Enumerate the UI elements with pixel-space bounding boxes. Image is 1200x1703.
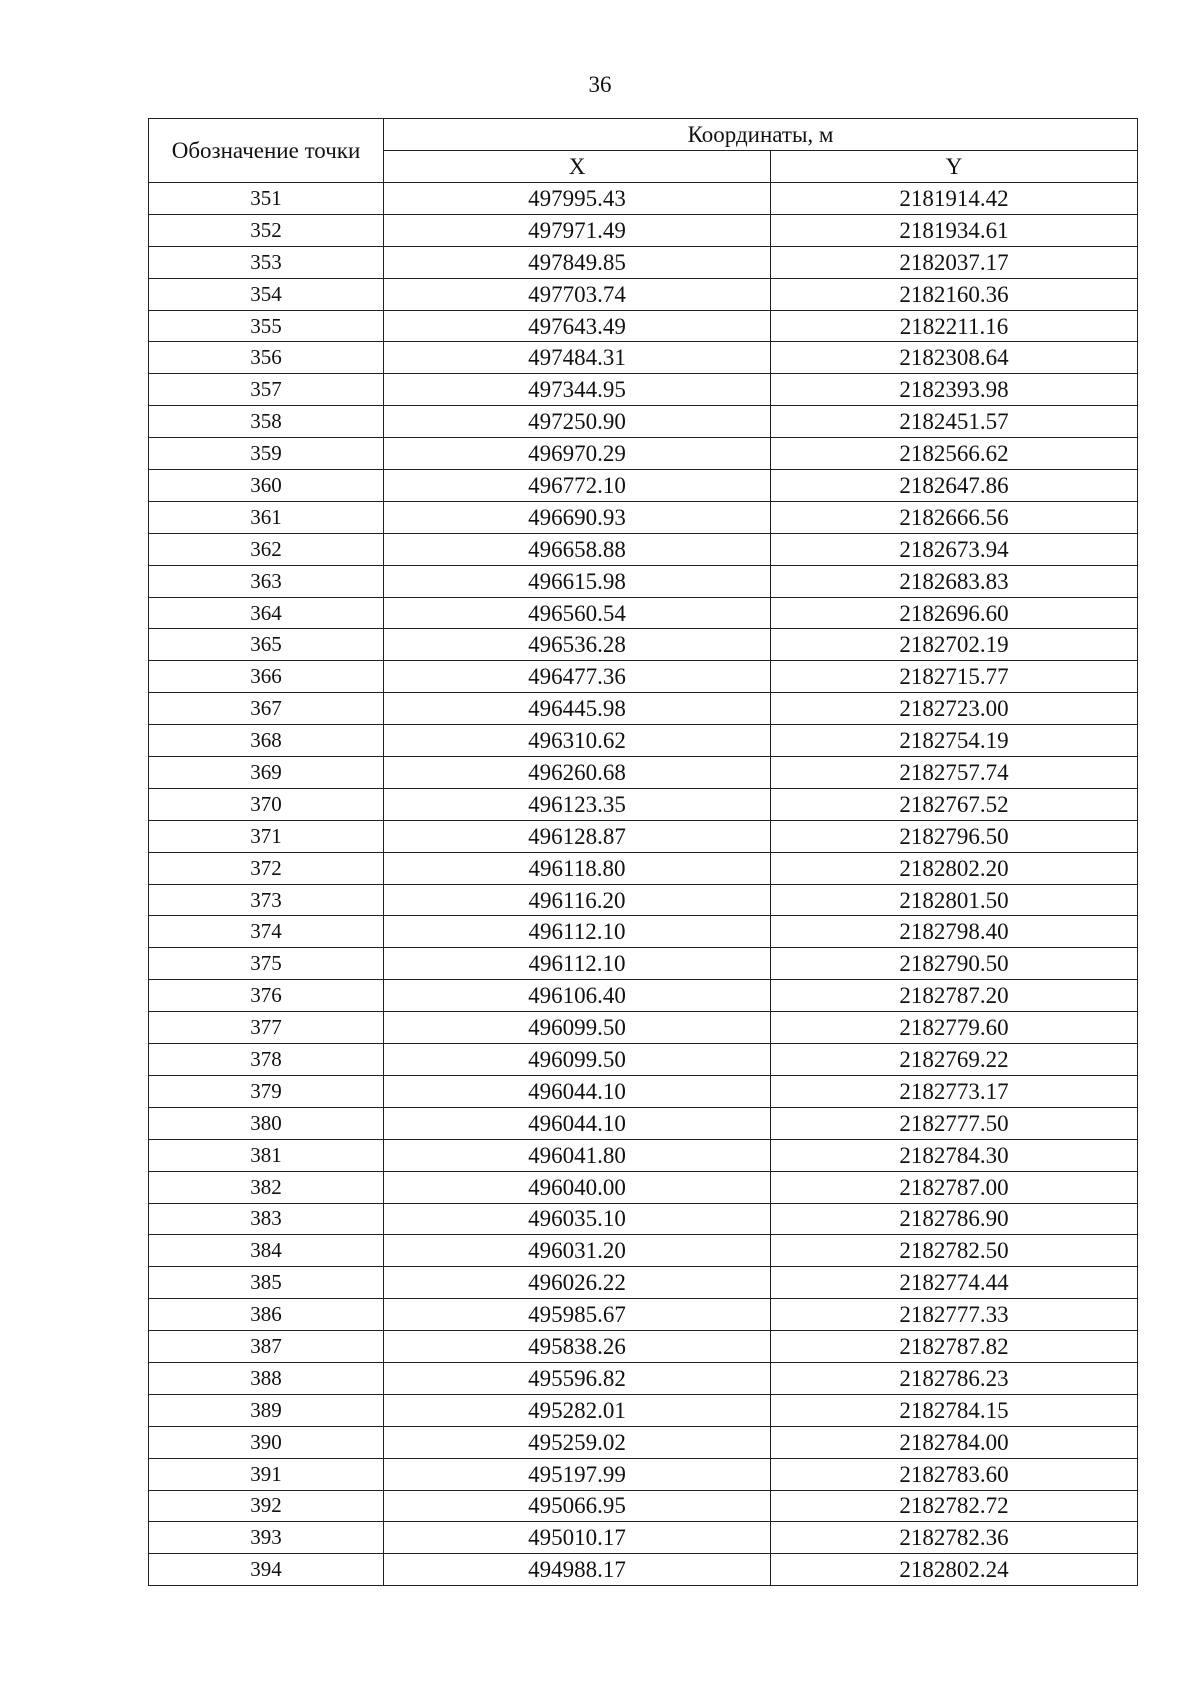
y-coordinate-cell: 2182801.50 [771, 884, 1138, 916]
table-row [149, 246, 1138, 278]
x-coordinate-cell: 496118.80 [384, 852, 771, 884]
x-coordinate-cell: 496031.20 [384, 1235, 771, 1267]
y-coordinate-cell: 2182790.50 [771, 948, 1138, 980]
point-id-cell: 369 [149, 757, 384, 789]
header-y: Y [771, 151, 1138, 183]
table-row [149, 948, 1138, 980]
table-row [149, 980, 1138, 1012]
y-coordinate-cell: 2182393.98 [771, 374, 1138, 406]
y-coordinate-cell: 2182784.15 [771, 1394, 1138, 1426]
table-row [149, 1171, 1138, 1203]
y-coordinate-cell: 2182782.36 [771, 1522, 1138, 1554]
x-coordinate-cell: 496970.29 [384, 438, 771, 470]
y-coordinate-cell: 2182666.56 [771, 501, 1138, 533]
y-coordinate-cell: 2182786.23 [771, 1362, 1138, 1394]
x-coordinate-cell: 497344.95 [384, 374, 771, 406]
point-id-cell: 371 [149, 820, 384, 852]
y-coordinate-cell: 2182802.24 [771, 1554, 1138, 1586]
x-coordinate-cell: 496658.88 [384, 533, 771, 565]
x-coordinate-cell: 496116.20 [384, 884, 771, 916]
x-coordinate-cell: 495259.02 [384, 1426, 771, 1458]
page-number: 36 [588, 72, 612, 97]
x-coordinate-cell: 496445.98 [384, 693, 771, 725]
x-coordinate-cell: 497643.49 [384, 310, 771, 342]
table-row [149, 820, 1138, 852]
header-x: X [384, 151, 771, 183]
table-row [149, 916, 1138, 948]
x-coordinate-cell: 496128.87 [384, 820, 771, 852]
point-id-cell: 387 [149, 1331, 384, 1363]
y-coordinate-cell: 2182779.60 [771, 1012, 1138, 1044]
x-coordinate-cell: 496035.10 [384, 1203, 771, 1235]
table-row [149, 1522, 1138, 1554]
x-coordinate-cell: 495066.95 [384, 1490, 771, 1522]
point-id-cell: 352 [149, 214, 384, 246]
y-coordinate-cell: 2182802.20 [771, 852, 1138, 884]
point-id-cell: 362 [149, 533, 384, 565]
point-id-cell: 388 [149, 1362, 384, 1394]
table-row [149, 1267, 1138, 1299]
point-id-cell: 373 [149, 884, 384, 916]
y-coordinate-cell: 2182782.72 [771, 1490, 1138, 1522]
table-row [149, 629, 1138, 661]
x-coordinate-cell: 497484.31 [384, 342, 771, 374]
table-row [149, 1426, 1138, 1458]
point-id-cell: 361 [149, 501, 384, 533]
y-coordinate-cell: 2182647.86 [771, 470, 1138, 502]
y-coordinate-cell: 2182715.77 [771, 661, 1138, 693]
point-id-cell: 393 [149, 1522, 384, 1554]
point-id-cell: 360 [149, 470, 384, 502]
header-coordinates: Координаты, м [384, 119, 1138, 151]
x-coordinate-cell: 496040.00 [384, 1171, 771, 1203]
y-coordinate-cell: 2182702.19 [771, 629, 1138, 661]
table-row [149, 342, 1138, 374]
coordinates-table [148, 118, 1138, 1586]
table-row [149, 1044, 1138, 1076]
table-row [149, 788, 1138, 820]
point-id-cell: 372 [149, 852, 384, 884]
point-id-cell: 389 [149, 1394, 384, 1426]
x-coordinate-cell: 494988.17 [384, 1554, 771, 1586]
table-row [149, 565, 1138, 597]
x-coordinate-cell: 496536.28 [384, 629, 771, 661]
point-id-cell: 375 [149, 948, 384, 980]
point-id-cell: 383 [149, 1203, 384, 1235]
x-coordinate-cell: 496044.10 [384, 1107, 771, 1139]
point-id-cell: 377 [149, 1012, 384, 1044]
y-coordinate-cell: 2182784.00 [771, 1426, 1138, 1458]
table-row [149, 214, 1138, 246]
x-coordinate-cell: 496041.80 [384, 1139, 771, 1171]
point-id-cell: 365 [149, 629, 384, 661]
point-id-cell: 368 [149, 725, 384, 757]
table-row [149, 1490, 1138, 1522]
x-coordinate-cell: 496106.40 [384, 980, 771, 1012]
point-id-cell: 390 [149, 1426, 384, 1458]
point-id-cell: 384 [149, 1235, 384, 1267]
point-id-cell: 359 [149, 438, 384, 470]
y-coordinate-cell: 2182037.17 [771, 246, 1138, 278]
y-coordinate-cell: 2182777.33 [771, 1299, 1138, 1331]
x-coordinate-cell: 496026.22 [384, 1267, 771, 1299]
point-id-cell: 391 [149, 1458, 384, 1490]
table-row [149, 374, 1138, 406]
y-coordinate-cell: 2182796.50 [771, 820, 1138, 852]
point-id-cell: 364 [149, 597, 384, 629]
point-id-cell: 370 [149, 788, 384, 820]
y-coordinate-cell: 2182786.90 [771, 1203, 1138, 1235]
point-id-cell: 382 [149, 1171, 384, 1203]
table-row [149, 1362, 1138, 1394]
table-row [149, 1012, 1138, 1044]
y-coordinate-cell: 2182754.19 [771, 725, 1138, 757]
point-id-cell: 367 [149, 693, 384, 725]
x-coordinate-cell: 496560.54 [384, 597, 771, 629]
y-coordinate-cell: 2182783.60 [771, 1458, 1138, 1490]
table-row [149, 1075, 1138, 1107]
table-row [149, 278, 1138, 310]
point-id-cell: 379 [149, 1075, 384, 1107]
y-coordinate-cell: 2182673.94 [771, 533, 1138, 565]
x-coordinate-cell: 496260.68 [384, 757, 771, 789]
point-id-cell: 392 [149, 1490, 384, 1522]
table-row [149, 1107, 1138, 1139]
y-coordinate-cell: 2182211.16 [771, 310, 1138, 342]
y-coordinate-cell: 2182769.22 [771, 1044, 1138, 1076]
y-coordinate-cell: 2182160.36 [771, 278, 1138, 310]
x-coordinate-cell: 495010.17 [384, 1522, 771, 1554]
y-coordinate-cell: 2182767.52 [771, 788, 1138, 820]
x-coordinate-cell: 497971.49 [384, 214, 771, 246]
x-coordinate-cell: 496044.10 [384, 1075, 771, 1107]
x-coordinate-cell: 495985.67 [384, 1299, 771, 1331]
x-coordinate-cell: 495596.82 [384, 1362, 771, 1394]
x-coordinate-cell: 497703.74 [384, 278, 771, 310]
x-coordinate-cell: 496123.35 [384, 788, 771, 820]
y-coordinate-cell: 2182787.00 [771, 1171, 1138, 1203]
point-id-cell: 378 [149, 1044, 384, 1076]
y-coordinate-cell: 2182451.57 [771, 406, 1138, 438]
y-coordinate-cell: 2182757.74 [771, 757, 1138, 789]
table-row [149, 1203, 1138, 1235]
table-row [149, 310, 1138, 342]
y-coordinate-cell: 2181934.61 [771, 214, 1138, 246]
y-coordinate-cell: 2182773.17 [771, 1075, 1138, 1107]
table-row [149, 438, 1138, 470]
table-row [149, 597, 1138, 629]
x-coordinate-cell: 496099.50 [384, 1012, 771, 1044]
x-coordinate-cell: 496690.93 [384, 501, 771, 533]
point-id-cell: 363 [149, 565, 384, 597]
x-coordinate-cell: 496112.10 [384, 948, 771, 980]
table-row [149, 693, 1138, 725]
y-coordinate-cell: 2182308.64 [771, 342, 1138, 374]
table-row [149, 1458, 1138, 1490]
x-coordinate-cell: 497849.85 [384, 246, 771, 278]
x-coordinate-cell: 497995.43 [384, 183, 771, 215]
x-coordinate-cell: 496099.50 [384, 1044, 771, 1076]
y-coordinate-cell: 2181914.42 [771, 183, 1138, 215]
y-coordinate-cell: 2182784.30 [771, 1139, 1138, 1171]
y-coordinate-cell: 2182774.44 [771, 1267, 1138, 1299]
table-row [149, 757, 1138, 789]
y-coordinate-cell: 2182782.50 [771, 1235, 1138, 1267]
x-coordinate-cell: 495197.99 [384, 1458, 771, 1490]
table-row [149, 533, 1138, 565]
table-row [149, 852, 1138, 884]
x-coordinate-cell: 496112.10 [384, 916, 771, 948]
point-id-cell: 374 [149, 916, 384, 948]
point-id-cell: 376 [149, 980, 384, 1012]
point-id-cell: 354 [149, 278, 384, 310]
point-id-cell: 386 [149, 1299, 384, 1331]
x-coordinate-cell: 496477.36 [384, 661, 771, 693]
point-id-cell: 358 [149, 406, 384, 438]
table-row [149, 1394, 1138, 1426]
x-coordinate-cell: 495282.01 [384, 1394, 771, 1426]
point-id-cell: 380 [149, 1107, 384, 1139]
x-coordinate-cell: 495838.26 [384, 1331, 771, 1363]
table-row [149, 1299, 1138, 1331]
table-row [149, 1331, 1138, 1363]
x-coordinate-cell: 497250.90 [384, 406, 771, 438]
table-row [149, 1235, 1138, 1267]
table-row [149, 183, 1138, 215]
header-point-designation: Обозначение точки [149, 119, 384, 183]
y-coordinate-cell: 2182777.50 [771, 1107, 1138, 1139]
table-row [149, 470, 1138, 502]
y-coordinate-cell: 2182787.82 [771, 1331, 1138, 1363]
y-coordinate-cell: 2182696.60 [771, 597, 1138, 629]
point-id-cell: 357 [149, 374, 384, 406]
y-coordinate-cell: 2182683.83 [771, 565, 1138, 597]
table-row [149, 1554, 1138, 1586]
table-row [149, 501, 1138, 533]
x-coordinate-cell: 496772.10 [384, 470, 771, 502]
point-id-cell: 366 [149, 661, 384, 693]
table-row [149, 406, 1138, 438]
point-id-cell: 385 [149, 1267, 384, 1299]
point-id-cell: 356 [149, 342, 384, 374]
point-id-cell: 351 [149, 183, 384, 215]
table-row [149, 884, 1138, 916]
point-id-cell: 381 [149, 1139, 384, 1171]
y-coordinate-cell: 2182787.20 [771, 980, 1138, 1012]
y-coordinate-cell: 2182798.40 [771, 916, 1138, 948]
x-coordinate-cell: 496310.62 [384, 725, 771, 757]
y-coordinate-cell: 2182723.00 [771, 693, 1138, 725]
point-id-cell: 394 [149, 1554, 384, 1586]
table-row [149, 725, 1138, 757]
y-coordinate-cell: 2182566.62 [771, 438, 1138, 470]
x-coordinate-cell: 496615.98 [384, 565, 771, 597]
table-row [149, 661, 1138, 693]
point-id-cell: 355 [149, 310, 384, 342]
table-row [149, 1139, 1138, 1171]
point-id-cell: 353 [149, 246, 384, 278]
